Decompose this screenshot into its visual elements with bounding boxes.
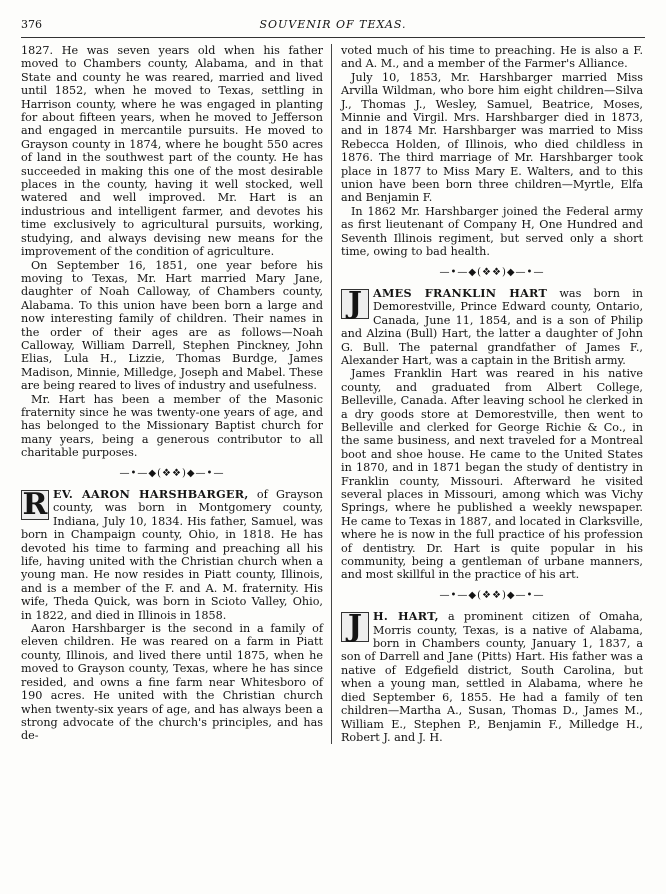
drop-cap: J — [341, 289, 369, 319]
drop-cap: J — [341, 612, 369, 642]
section-divider-ornament: —•—◆(❖❖)◆—•— — [439, 266, 545, 278]
biography-text: of Grayson county, was born in Montgomery county, Indiana, July 10, 1834. His father, Samuel, was born in Champaign county, Ohio, in 1818. He has devoted his time to farming and preaching all his life, having united with the Christian church when a young man. He now resides in Piatt county, Illinois, and is a member of the F. and A. M. fraternity. His wife, Theda Quick, was born in Scioto Valley, Ohio, in 1822, and died in Illinois in 1858. — [21, 488, 323, 622]
text-columns — [21, 44, 645, 744]
biography-j-h-hart — [341, 610, 643, 744]
biography-name: EV. AARON HARSHBARGER, — [53, 487, 249, 501]
page-header — [21, 16, 645, 38]
section-divider-ornament: —•—◆(❖❖)◆—•— — [439, 589, 545, 601]
biography-name: H. HART, — [373, 609, 439, 624]
page-number: 376 — [21, 18, 42, 31]
header-rule — [21, 37, 645, 38]
biography-opening — [21, 488, 323, 622]
paragraph: On September 16, 1851, one year before his moving to Texas, Mr. Hart married Mary Jane, daughter of Noah Calloway, of Chambers county, Alabama. To this union have been born a large and now interesting family of children. Their names in the order of their ages are as follows—Noah Calloway, William Darrell, Stephen Pinckney, John Elias, Lula H., Lizzie, Thomas Burdge, James Madison, Minnie, Milledge, Joseph and Mabel. These are being reared to lives of industry and usefulness. — [21, 258, 323, 393]
paragraph: James Franklin Hart was reared in his native county, and graduated from Albert College, Belleville, Canada. After leaving school he clerked in a dry goods store at Demorestville, then went to Belleville and clerked for George Richie & Co., in the same business, and next traveled for a Montreal boot and shoe house. He came to the United States in 1870, and in 1871 began the study of dentistry in Franklin county, Missouri. Afterward he visited several places in Missouri, among which was Vichy Springs, where he published a weekly newspaper. He came to Texas in 1887, and located in Clarksville, where he is now in the full practice of his profession of dentistry. Dr. Hart is quite popular in his community, being a gentleman of urbane manners, and most skillful in the practice of his art. — [341, 367, 643, 582]
paragraph: Mr. Hart has been a member of the Masonic fraternity since he was twenty-one years of age, and has belonged to the Missionary Baptist church for many years, being a generous contributor to all charitable purposes. — [21, 392, 323, 460]
left-column — [21, 44, 331, 744]
paragraph: voted much of his time to preaching. He is also a F. and A. M., and a member of the Farmer's Alliance. — [341, 44, 643, 71]
biography-name: AMES FRANKLIN HART — [373, 285, 548, 300]
biography-text: was born in Demorestville, Prince Edward county, Ontario, Canada, June 11, 1854, and is a son of Philip and Alzina (Bull) Hart, the latter a daughter of John G. Bull. The paternal grandfather of James F., Alexander Hart, was a captain in the British army. — [341, 286, 644, 367]
section-divider-ornament: —•—◆(❖❖)◆—•— — [119, 467, 225, 479]
paragraph: July 10, 1853, Mr. Harshbarger married Miss Arvilla Wildman, who bore him eight children—Silva J., Thomas J., Wesley, Samuel, Beatrice, Moses, Minnie and Virgil. Mrs. Harshbarger died in 1873, and in 1874 Mr. Harshbarger was married to Miss Rebecca Holden, of Illinois, who died childless in 1876. The third marriage of Mr. Harshbarger took place in 1877 to Miss Mary E. Walters, and to this union have been born three children—Myrtle, Elfa and Benjamin F. — [341, 70, 643, 205]
right-column — [331, 44, 643, 744]
biography-opening — [341, 610, 643, 744]
biography-opening — [341, 287, 643, 367]
biography-james-franklin-hart — [341, 287, 643, 367]
paragraph: In 1862 Mr. Harshbarger joined the Federal army as first lieutenant of Company H, One Hundred and Seventh Illinois regiment, but served only a short time, owing to bad health. — [341, 204, 643, 259]
biography-text: a prominent citizen of Omaha, Morris county, Texas, is a native of Alabama, born in Chambers county, January 1, 1837, a son of Darrell and Jane (Pitts) Hart. His father was a native of Edgefield district, South Carolina, but when a young man, settled in Alabama, where he died September 6, 1855. He had a family of ten children—Martha A., Susan, Thomas D., James M., William E., Stephen P., Benjamin F., Milledge H., Robert J. and J. H. — [341, 610, 643, 744]
drop-cap: R — [22, 487, 48, 522]
paragraph: Aaron Harshbarger is the second in a family of eleven children. He was reared on a farm in Piatt county, Illinois, and lived there until 1875, when he moved to Grayson county, Texas, where he has since resided, and owns a fine farm near Whitesboro of 190 acres. He united with the Christian church when twenty-six years of age, and has always been a strong advocate of the church's principles, and has de- — [21, 622, 323, 743]
biography-harshbarger — [21, 488, 323, 622]
running-title: SOUVENIR OF TEXAS. — [259, 18, 407, 31]
paragraph: 1827. He was seven years old when his father moved to Chambers county, Alabama, and in that State and county he was reared, married and lived until 1852, when he moved to Texas, settling in Harrison county, where he was engaged in planting for about fifteen years, when he moved to Jefferson and engaged in mercantile pursuits. He moved to Grayson county in 1874, where he bought 550 acres of land in the southwest part of the county. He has succeeded in making this one of the most desirable places in the county, having it well stocked, well watered and well improved. Mr. Hart is an industrious and intelligent farmer, and devotes his time exclusively to agricultural pursuits, working, studying, and always devising new means for the improvement of the condition of agriculture. — [21, 44, 323, 259]
